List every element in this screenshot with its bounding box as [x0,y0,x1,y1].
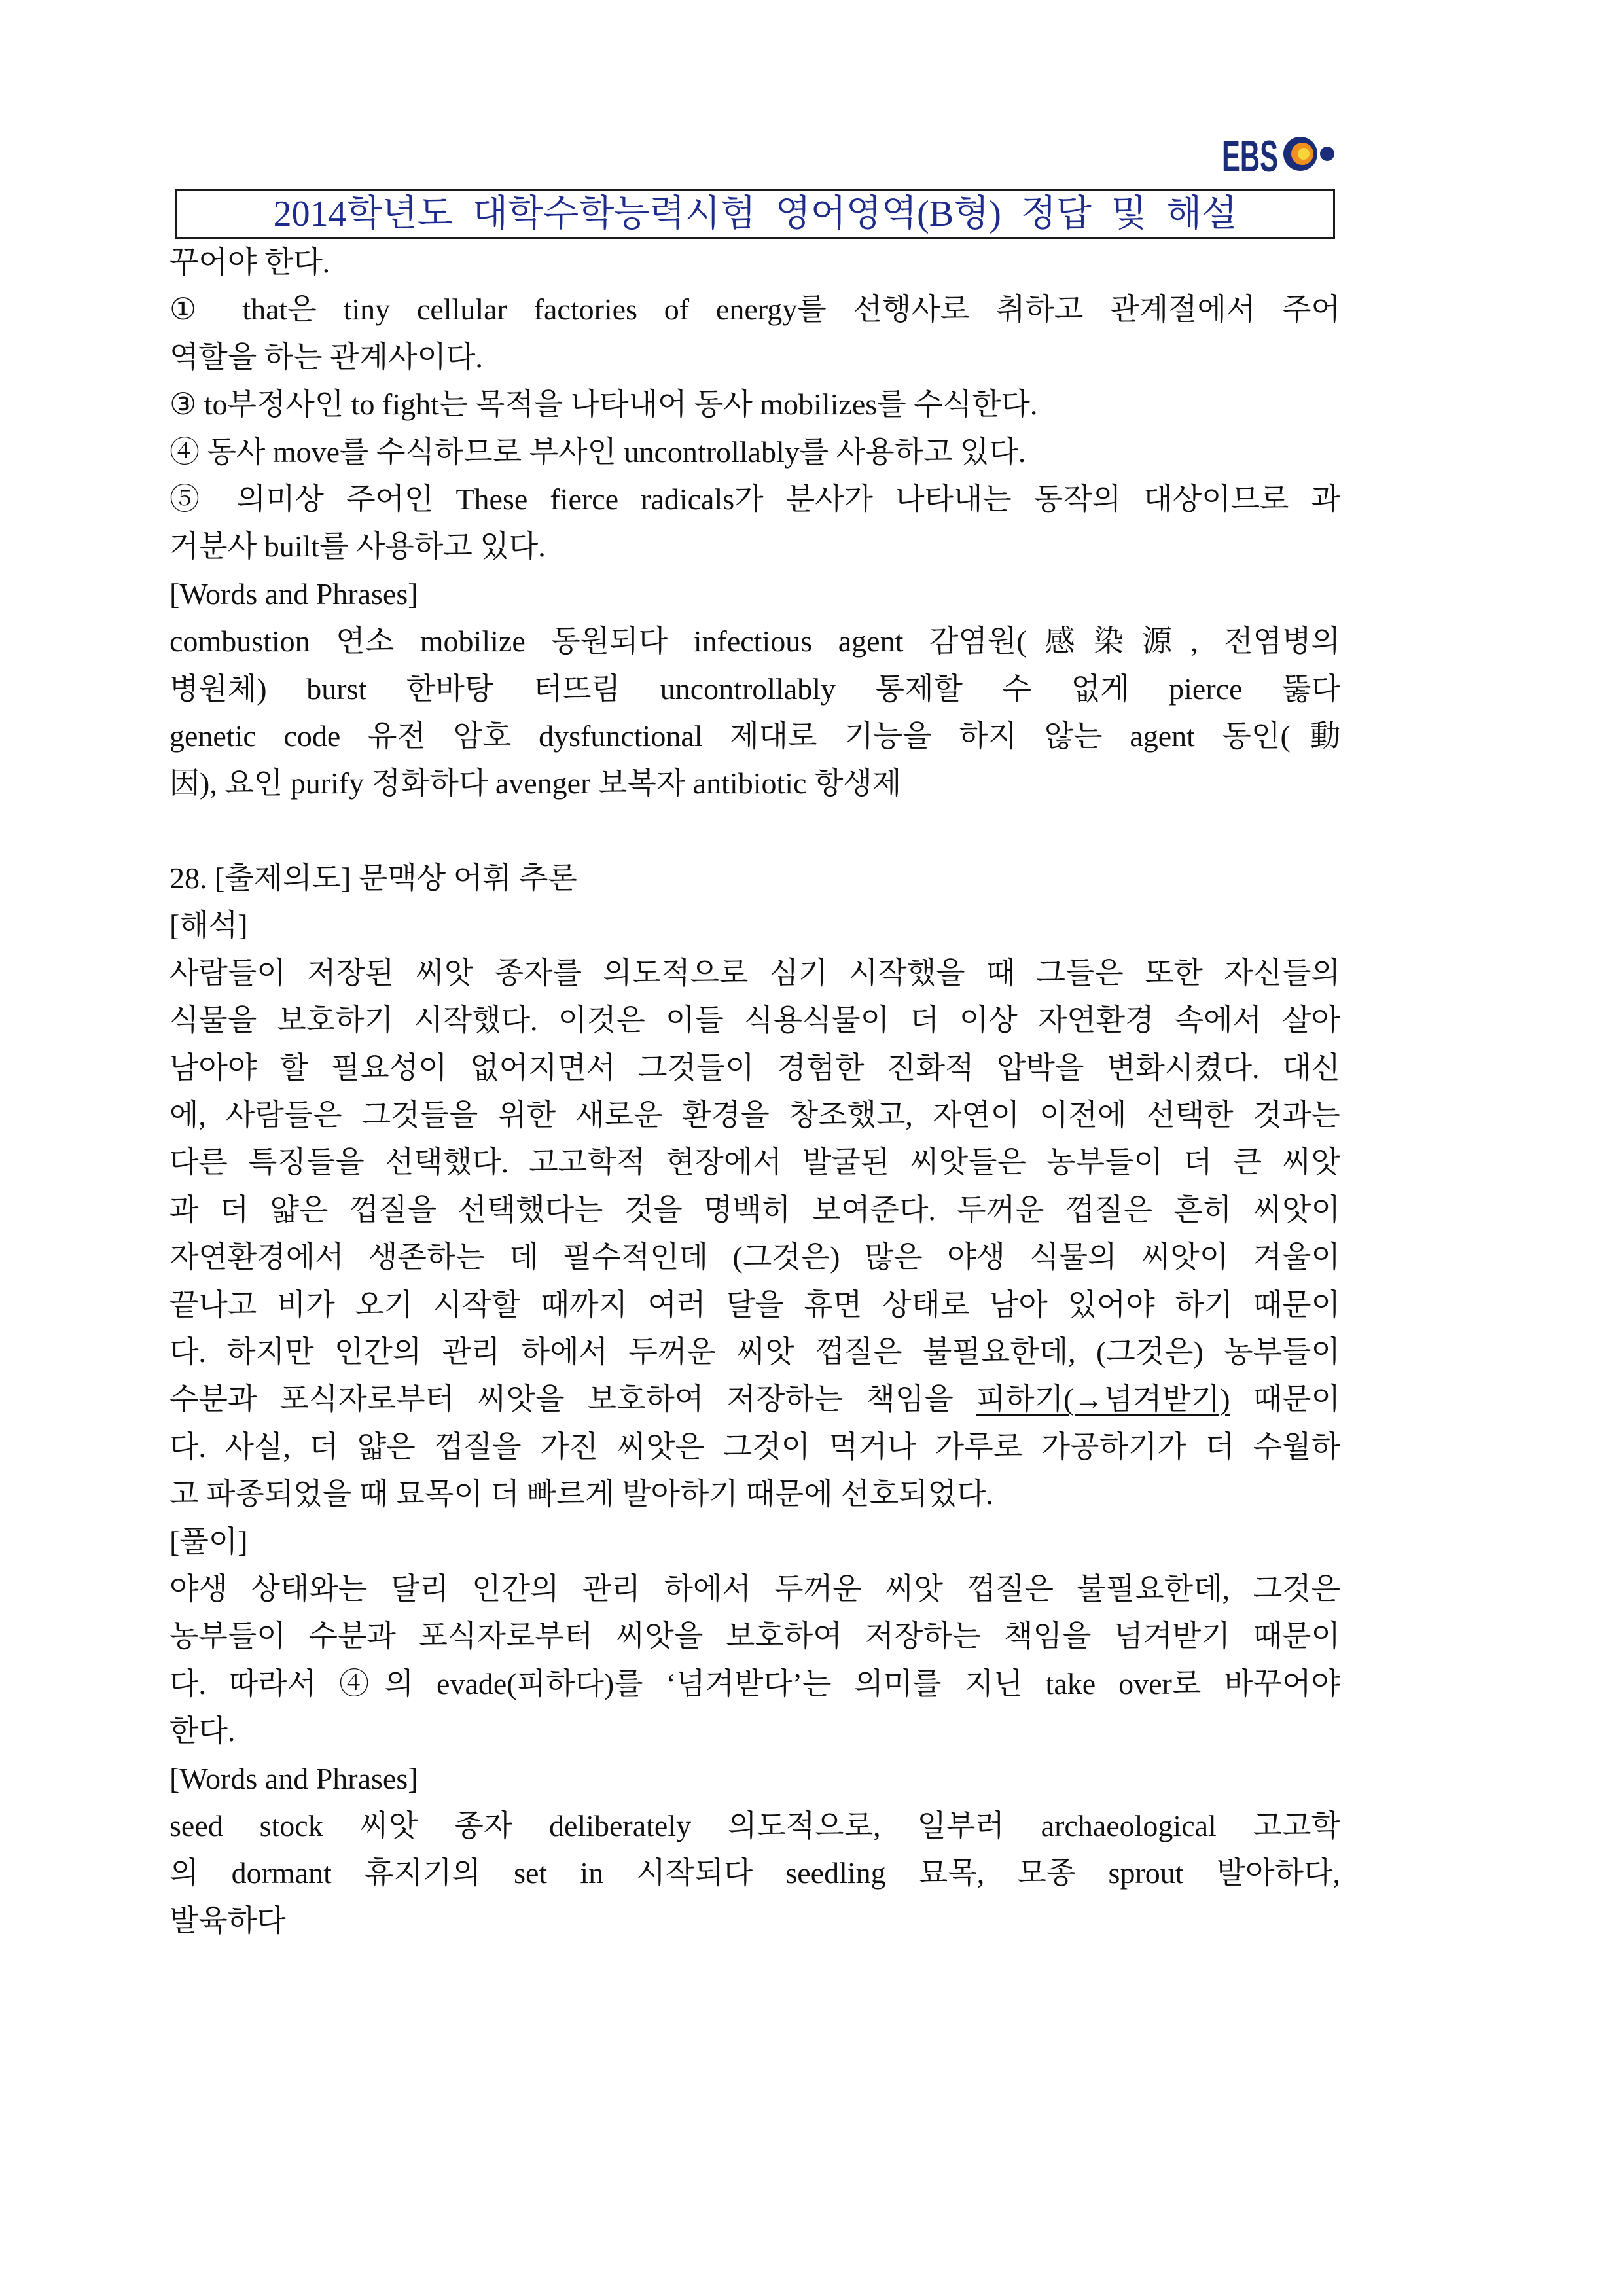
underlined-phrase: 피하기(→넘겨받기) [976,1382,1230,1416]
text-line: 병원체) burst 한바탕 터뜨림 uncontrollably 통제할 수 없게 pierce 뚫다 [169,672,1340,706]
text-line: 자연환경에서 생존하는 데 필수적인데 (그것은) 많은 야생 식물의 씨앗이 겨울이 [169,1240,1340,1274]
text-line [169,1376,1340,1423]
paragraph [169,1803,1340,1945]
paragraph [169,239,1340,286]
text-line: 사람들이 저장된 씨앗 종자를 의도적으로 심기 시작했을 때 그들은 또한 자신들의 [169,956,1340,990]
title-box [175,189,1335,239]
ebs-circle-logo-icon [1283,137,1334,171]
text-line: 식물을 보호하기 시작했다. 이것은 이들 식용식물이 더 이상 자연환경 속에서 살아 [169,1003,1340,1037]
text-line: 발육하다 [169,1903,286,1937]
text-line: 꾸어야 한다. [169,245,330,279]
paragraph [169,381,1340,428]
text-line: ⑤ 의미상 주어인 These fierce radicals가 분사가 나타내는 동작의 대상이므로 과 [169,482,1340,516]
question-heading: 28. [출제의도] 문맥상 어휘 추론 [169,861,577,895]
section-label: [Words and Phrases] [169,1761,418,1795]
text-segment: 수분과 포식자로부터 씨앗을 보호하여 저장하는 책임을 [169,1382,976,1416]
text-line: ③ to부정사인 to fight는 목적을 나타내어 동사 mobilizes를 수식한다. [169,387,1038,422]
text-line: 남아야 할 필요성이 없어지면서 그것들이 경험한 진화적 압박을 변화시켰다. 대신 [169,1050,1340,1085]
text-line: 고 파종되었을 때 묘목이 더 빠르게 발아하기 때문에 선호되었다. [169,1477,993,1511]
text-line: ④ 동사 move를 수식하므로 부사인 uncontrollably를 사용하고 있다. [169,435,1026,469]
text-line: genetic code 유전 암호 dysfunctional 제대로 기능을 하지 않는 agent 동인(動 [169,719,1340,753]
text-line: combustion 연소 mobilize 동원되다 infectious agent 감염원(感染源, 전염병의 [169,624,1340,658]
text-line: 끝나고 비가 오기 시작할 때까지 여러 달을 휴면 상태로 남아 있어야 하기 때문이 [169,1287,1340,1321]
text-line: 다. 따라서 ④의 evade(피하다)를 ‘넘겨받다’는 의미를 지닌 take over로 바꾸어야 [169,1666,1340,1700]
paragraph [169,1566,1340,1755]
text-line: 야생 상태와는 달리 인간의 관리 하에서 두꺼운 씨앗 껍질은 불필요한데, 그것은 [169,1571,1340,1605]
text-line: 의 dormant 휴지기의 set in 시작되다 seedling 묘목, 모종 sprout 발아하다, [169,1856,1340,1890]
paragraph [169,286,1340,381]
text-line: 역할을 하는 관계사이다. [169,340,483,374]
paragraph [169,476,1340,571]
section-label: [풀이] [169,1524,248,1558]
text-line: 에, 사람들은 그것들을 위한 새로운 환경을 창조했고, 자연이 이전에 선택한 것과는 [169,1098,1340,1132]
text-line: 다. 사실, 더 얇은 껍질을 가진 씨앗은 그것이 먹거나 가루로 가공하기가 더 수월하 [169,1429,1340,1463]
answer-section [169,239,1340,808]
text-line: 과 더 얇은 껍질을 선택했다는 것을 명백히 보여준다. 두꺼운 껍질은 흔히 씨앗이 [169,1193,1340,1227]
text-line: 한다. [169,1714,236,1748]
text-line: ① that은 tiny cellular factories of energy를 선행사로 취하고 관계절에서 주어 [169,293,1340,327]
text-line: 거분사 built를 사용하고 있다. [169,529,546,564]
text-line: seed stock 씨앗 종자 deliberately 의도적으로, 일부러 archaeological 고고학 [169,1808,1340,1842]
answer-section [169,855,1340,1945]
text-line: 因), 요인 purify 정화하다 avenger 보복자 antibiotic 항생제 [169,766,902,800]
page-title: 2014학년도 대학수학능력시험 영어영역(B형) 정답 및 해설 [273,194,1238,234]
text-line: 다. 하지만 인간의 관리 하에서 두꺼운 씨앗 껍질은 불필요한데, (그것은) 농부들이 [169,1335,1340,1369]
paragraph [169,429,1340,476]
section-label: [해석] [169,908,248,942]
logo-text: EBS [1222,132,1278,177]
text-line: 다른 특징들을 선택했다. 고고학적 현장에서 발굴된 씨앗들은 농부들이 더 큰 씨앗 [169,1145,1340,1179]
text-segment: 때문이 [1230,1382,1341,1416]
ebs-logo [1217,131,1338,177]
section-label: [Words and Phrases] [169,577,418,611]
document-body [169,239,1340,1945]
paragraph [169,618,1340,808]
paragraph [169,950,1340,1518]
text-line: 농부들이 수분과 포식자로부터 씨앗을 보호하여 저장하는 책임을 넘겨받기 때문이 [169,1619,1340,1653]
